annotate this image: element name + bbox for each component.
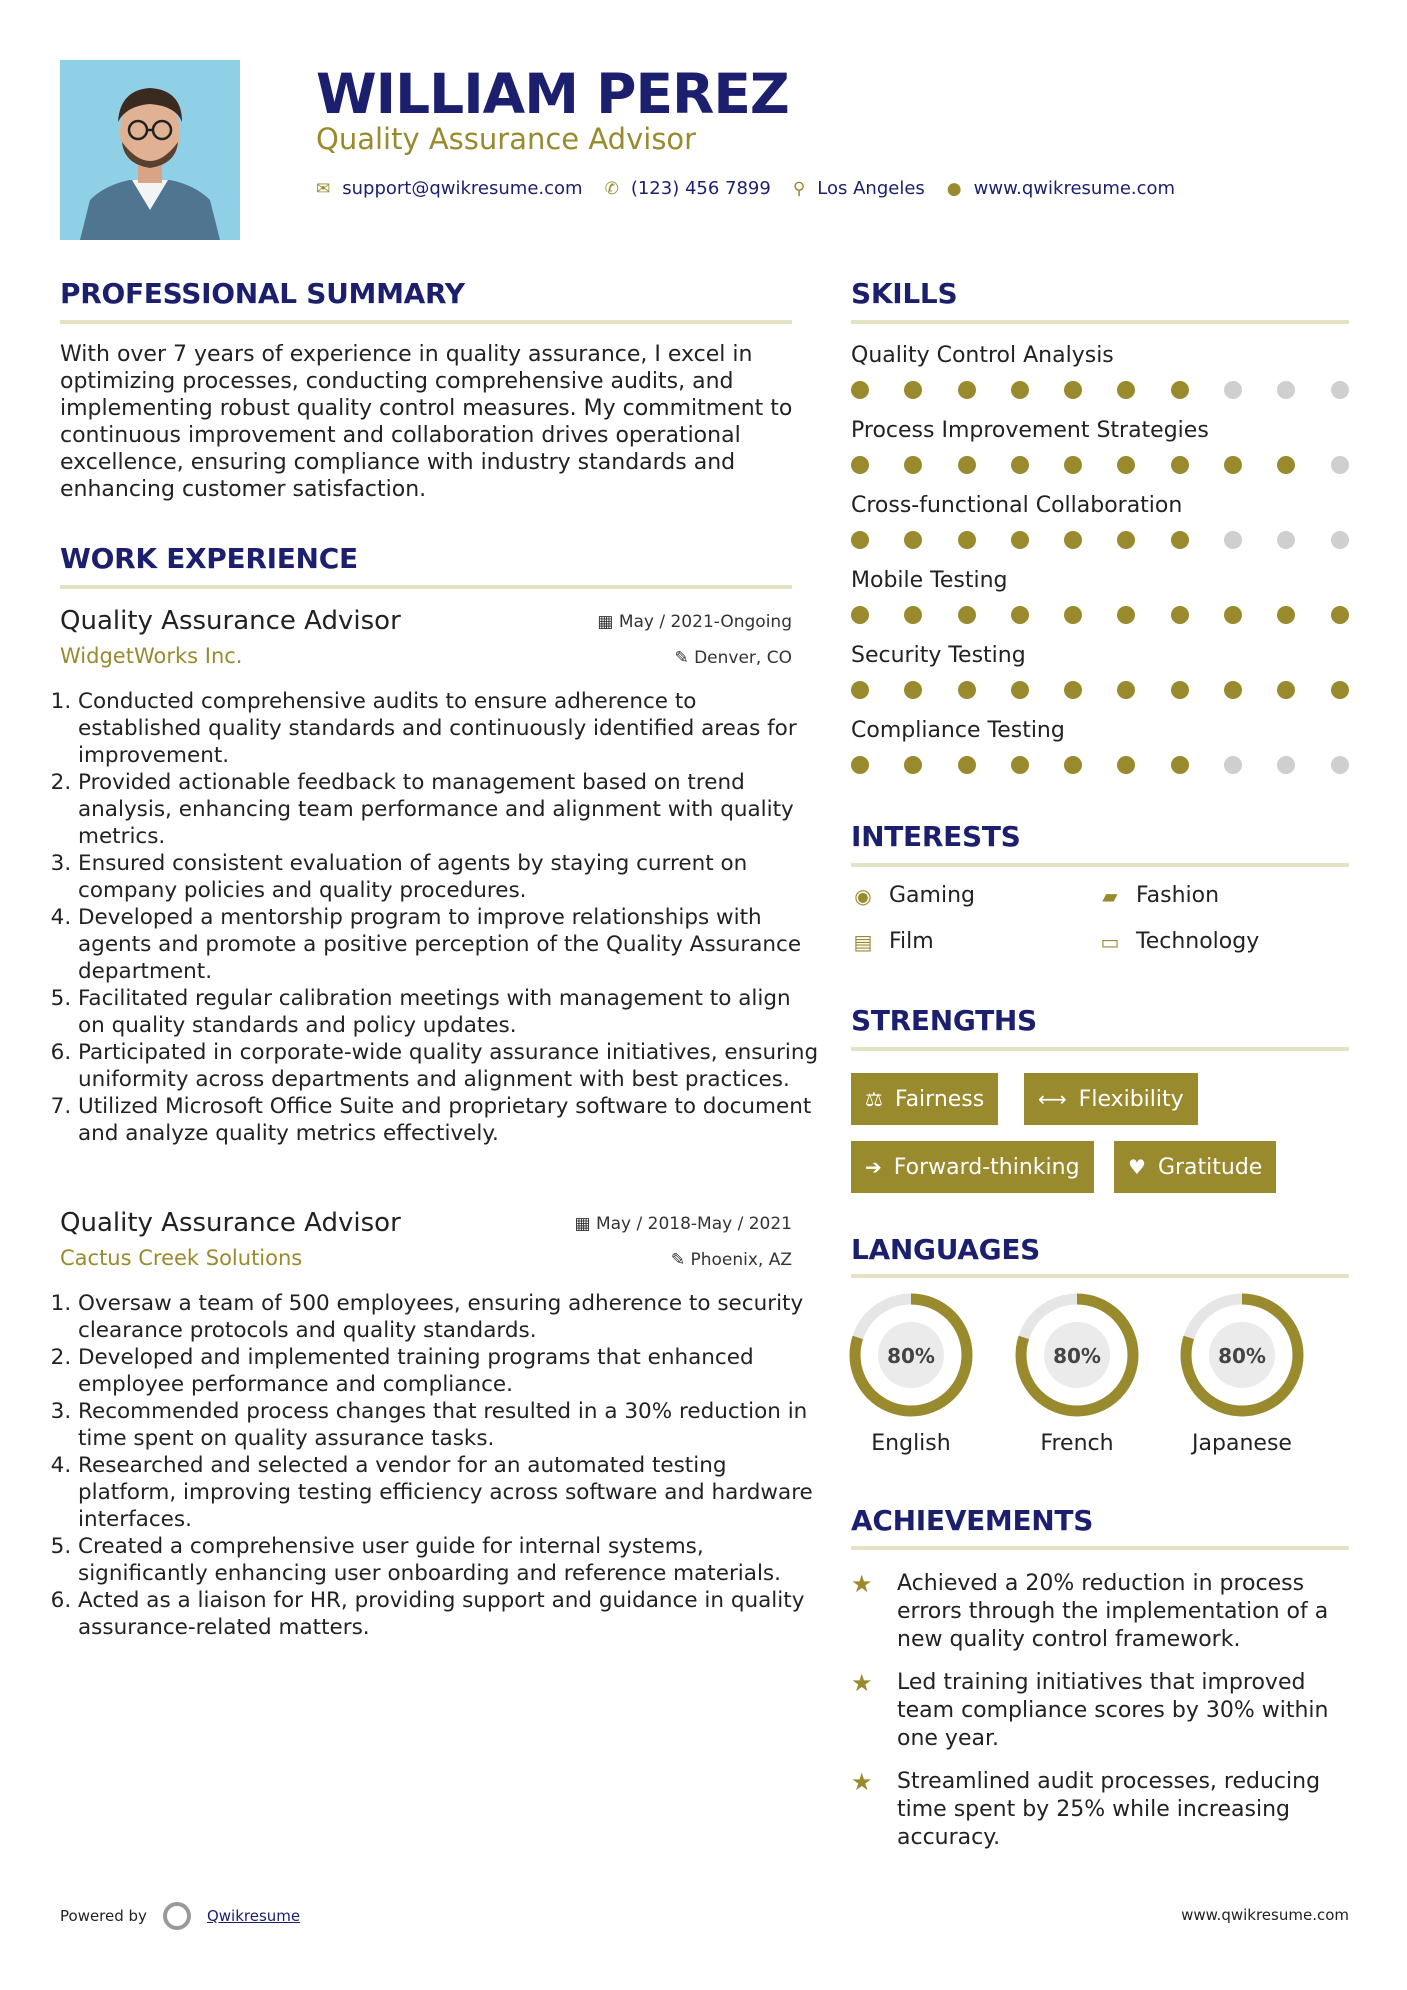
achievement-text: Achieved a 20% reduction in process errors through the implementation of a new quality control framework. (897, 1571, 1329, 1652)
languages-divider (851, 1274, 1349, 1278)
pin-icon: ✎ (670, 1250, 691, 1270)
location-text: Los Angeles (817, 178, 925, 199)
rating-dot-filled (851, 531, 869, 549)
rating-dot-empty (1277, 756, 1295, 774)
summary-divider (60, 320, 792, 324)
footer-powered-by (60, 1902, 300, 1930)
list-item: 1. Conducted comprehensive audits to ensure adherence to established quality standards and continuously identified areas for improvement. (78, 688, 823, 769)
rating-dot-empty (1224, 756, 1242, 774)
job-title: Quality Assurance Advisor (60, 1208, 401, 1238)
job-location: ✎ Denver, CO (674, 648, 792, 668)
strength-label: Flexibility (1078, 1086, 1184, 1112)
interest-item (851, 929, 934, 954)
strength-chip (851, 1141, 1094, 1193)
rating-dot-empty (1277, 531, 1295, 549)
candidate-name: WILLIAM PEREZ (316, 62, 789, 126)
star-icon: ★ (851, 1768, 873, 1796)
interest-item (851, 883, 975, 908)
rating-dot-filled (958, 681, 976, 699)
rating-dot-empty (1331, 531, 1349, 549)
rating-dot-filled (904, 756, 922, 774)
language-ring (849, 1293, 973, 1417)
strength-label: Forward-thinking (893, 1154, 1080, 1180)
heart-icon: ♥ (1128, 1155, 1146, 1179)
rating-dot-filled (1117, 756, 1135, 774)
rating-dot-filled (904, 381, 922, 399)
experience-divider (60, 585, 792, 589)
footer-website[interactable]: www.qwikresume.com (1181, 1906, 1349, 1924)
contact-bar (316, 178, 1197, 199)
job-dates: ▦ May / 2018-May / 2021 (574, 1214, 792, 1234)
language-percent: 80% (887, 1344, 935, 1368)
strength-label: Gratitude (1157, 1154, 1263, 1180)
job-dates: ▦ May / 2021-Ongoing (597, 612, 792, 632)
skill-rating (851, 381, 1349, 399)
language-name: French (1040, 1431, 1114, 1456)
skill-name: Security Testing (851, 643, 1026, 668)
interest-item (1098, 929, 1259, 954)
interests-divider (851, 863, 1349, 867)
rating-dot-filled (958, 531, 976, 549)
laptop-icon: ▭ (1100, 929, 1120, 954)
list-item: 5. Facilitated regular calibration meetings with management to align on quality standards and policy updates. (78, 985, 823, 1039)
profile-photo (60, 60, 240, 240)
strength-label: Fairness (894, 1086, 985, 1112)
map-marker-icon: ⚲ (792, 178, 806, 199)
email-text: support@qwikresume.com (342, 178, 583, 199)
achievement-text: Streamlined audit processes, reducing time spent by 25% while increasing accuracy. (897, 1769, 1321, 1850)
rating-dot-filled (958, 756, 976, 774)
language-ring (1180, 1293, 1304, 1417)
contact-website[interactable] (947, 178, 1175, 199)
rating-dot-filled (904, 531, 922, 549)
skills-heading: SKILLS (851, 277, 958, 310)
skill-name: Cross-functional Collaboration (851, 493, 1183, 518)
language-ring (1015, 1293, 1139, 1417)
job-company: WidgetWorks Inc. (60, 644, 243, 668)
rating-dot-filled (1011, 456, 1029, 474)
rating-dot-filled (1224, 606, 1242, 624)
rating-dot-filled (1171, 531, 1189, 549)
candidate-role: Quality Assurance Advisor (316, 122, 697, 156)
gamepad-icon: ◉ (854, 883, 872, 908)
language-item (849, 1293, 973, 1456)
interest-label: Gaming (889, 883, 975, 908)
interest-item (1098, 883, 1219, 908)
rating-dot-filled (1277, 456, 1295, 474)
language-percent: 80% (1218, 1344, 1266, 1368)
rating-dot-empty (1224, 531, 1242, 549)
arrows-horizontal-icon: ⟷ (1038, 1087, 1067, 1111)
rating-dot-filled (904, 456, 922, 474)
rating-dot-filled (1171, 381, 1189, 399)
rating-dot-filled (1011, 756, 1029, 774)
website-text: www.qwikresume.com (973, 178, 1176, 199)
language-item (1180, 1293, 1304, 1456)
rating-dot-filled (851, 606, 869, 624)
brand-link[interactable]: Qwikresume (206, 1907, 301, 1925)
list-item: 4. Researched and selected a vendor for an automated testing platform, improving testing efficiency across software and hardware interfaces. (78, 1452, 823, 1533)
rating-dot-filled (1064, 756, 1082, 774)
list-item: 2. Provided actionable feedback to management based on trend analysis, enhancing team performance and alignment with quality metrics. (78, 769, 823, 850)
rating-dot-filled (1224, 456, 1242, 474)
skill-name: Process Improvement Strategies (851, 418, 1209, 443)
skill-name: Mobile Testing (851, 568, 1008, 593)
rating-dot-filled (1117, 681, 1135, 699)
film-icon: ▤ (853, 929, 873, 954)
language-item (1015, 1293, 1139, 1456)
rating-dot-filled (958, 606, 976, 624)
rating-dot-empty (1331, 756, 1349, 774)
interest-label: Fashion (1136, 883, 1220, 908)
rating-dot-filled (1331, 606, 1349, 624)
rating-dot-filled (1011, 381, 1029, 399)
rating-dot-empty (1331, 381, 1349, 399)
rating-dot-filled (851, 756, 869, 774)
contact-phone[interactable] (605, 178, 771, 199)
list-item: 5. Created a comprehensive user guide for internal systems, significantly enhancing user onboarding and reference materials. (78, 1533, 823, 1587)
rating-dot-filled (1171, 606, 1189, 624)
rating-dot-filled (1117, 381, 1135, 399)
strength-chip (851, 1073, 998, 1125)
rating-dot-filled (1117, 531, 1135, 549)
powered-by-text: Powered by (60, 1907, 147, 1925)
list-item: 1. Oversaw a team of 500 employees, ensuring adherence to security clearance protocols and quality standards. (78, 1290, 823, 1344)
contact-location (793, 178, 925, 199)
achievements-heading: ACHIEVEMENTS (851, 1504, 1094, 1537)
strengths-divider (851, 1047, 1349, 1051)
summary-heading: PROFESSIONAL SUMMARY (60, 277, 465, 310)
skill-rating (851, 531, 1349, 549)
job-bullets (78, 1290, 823, 1641)
rating-dot-filled (1064, 681, 1082, 699)
rating-dot-filled (1171, 456, 1189, 474)
list-item: 7. Utilized Microsoft Office Suite and proprietary software to document and analyze quality metrics effectively. (78, 1093, 823, 1147)
rating-dot-filled (1064, 606, 1082, 624)
job-title: Quality Assurance Advisor (60, 606, 401, 636)
languages-heading: LANGUAGES (851, 1233, 1041, 1266)
rating-dot-filled (1064, 381, 1082, 399)
rating-dot-filled (904, 681, 922, 699)
achievement-item (851, 1570, 1351, 1654)
calendar-icon: ▦ (597, 612, 619, 632)
rating-dot-filled (1331, 681, 1349, 699)
achievement-text: Led training initiatives that improved team compliance scores by 30% within one year. (897, 1670, 1329, 1751)
list-item: 3. Recommended process changes that resulted in a 30% reduction in time spent on quality assurance tasks. (78, 1398, 823, 1452)
skill-rating (851, 456, 1349, 474)
rating-dot-filled (1117, 606, 1135, 624)
rating-dot-empty (1224, 381, 1242, 399)
rating-dot-filled (1171, 681, 1189, 699)
rating-dot-filled (958, 381, 976, 399)
job-bullets (78, 688, 823, 1147)
skill-name: Quality Control Analysis (851, 343, 1114, 368)
star-icon: ★ (851, 1669, 873, 1697)
skill-name: Compliance Testing (851, 718, 1065, 743)
job-company: Cactus Creek Solutions (60, 1246, 303, 1270)
experience-heading: WORK EXPERIENCE (60, 542, 358, 575)
rating-dot-filled (958, 456, 976, 474)
skill-rating (851, 756, 1349, 774)
balance-scale-icon: ⚖ (865, 1087, 883, 1111)
interests-heading: INTERESTS (851, 820, 1021, 853)
achievement-item (851, 1768, 1351, 1852)
qwikresume-logo-icon (163, 1902, 191, 1930)
rating-dot-empty (1277, 381, 1295, 399)
skill-rating (851, 681, 1349, 699)
strength-chip (1114, 1141, 1276, 1193)
rating-dot-filled (1277, 681, 1295, 699)
skills-divider (851, 320, 1349, 324)
list-item: 6. Participated in corporate-wide quality assurance initiatives, ensuring uniformity across departments and alignment with best practices. (78, 1039, 823, 1093)
rating-dot-filled (1277, 606, 1295, 624)
arrow-right-icon: ➔ (865, 1155, 882, 1179)
globe-icon: ● (946, 178, 962, 199)
rating-dot-filled (1011, 681, 1029, 699)
language-name: Japanese (1192, 1431, 1292, 1456)
strengths-heading: STRENGTHS (851, 1004, 1037, 1037)
phone-text: (123) 456 7899 (630, 178, 771, 199)
language-name: English (871, 1431, 951, 1456)
achievements-divider (851, 1546, 1349, 1550)
rating-dot-filled (851, 381, 869, 399)
contact-email[interactable] (316, 178, 583, 199)
calendar-icon: ▦ (574, 1214, 596, 1234)
rating-dot-filled (1224, 681, 1242, 699)
job-location: ✎ Phoenix, AZ (670, 1250, 792, 1270)
skill-rating (851, 606, 1349, 624)
star-icon: ★ (851, 1570, 873, 1598)
rating-dot-filled (1171, 756, 1189, 774)
rating-dot-filled (1064, 456, 1082, 474)
pin-icon: ✎ (674, 648, 695, 668)
rating-dot-filled (851, 456, 869, 474)
strength-chip (1024, 1073, 1198, 1125)
summary-text: With over 7 years of experience in quality assurance, I excel in optimizing processes, conducting comprehensive audits, and implementing robust quality control measures. My commitment to continuous improvement and collaboration drives operational excellence, ensuring compliance with industry standards and enhancing customer satisfaction. (60, 342, 793, 502)
shopping-bag-icon: ▰ (1102, 883, 1118, 908)
envelope-icon: ✉ (316, 178, 331, 199)
language-percent: 80% (1053, 1344, 1101, 1368)
rating-dot-empty (1331, 456, 1349, 474)
interest-label: Technology (1136, 929, 1260, 954)
phone-icon: ✆ (604, 178, 619, 199)
achievement-item (851, 1669, 1351, 1753)
rating-dot-filled (1117, 456, 1135, 474)
list-item: 6. Acted as a liaison for HR, providing support and guidance in quality assurance-related matters. (78, 1587, 823, 1641)
rating-dot-filled (1064, 531, 1082, 549)
interest-label: Film (889, 929, 934, 954)
rating-dot-filled (851, 681, 869, 699)
rating-dot-filled (904, 606, 922, 624)
rating-dot-filled (1011, 606, 1029, 624)
list-item: 3. Ensured consistent evaluation of agents by staying current on company policies and quality procedures. (78, 850, 823, 904)
list-item: 4. Developed a mentorship program to improve relationships with agents and promote a positive perception of the Quality Assurance department. (78, 904, 823, 985)
list-item: 2. Developed and implemented training programs that enhanced employee performance and compliance. (78, 1344, 823, 1398)
rating-dot-filled (1011, 531, 1029, 549)
